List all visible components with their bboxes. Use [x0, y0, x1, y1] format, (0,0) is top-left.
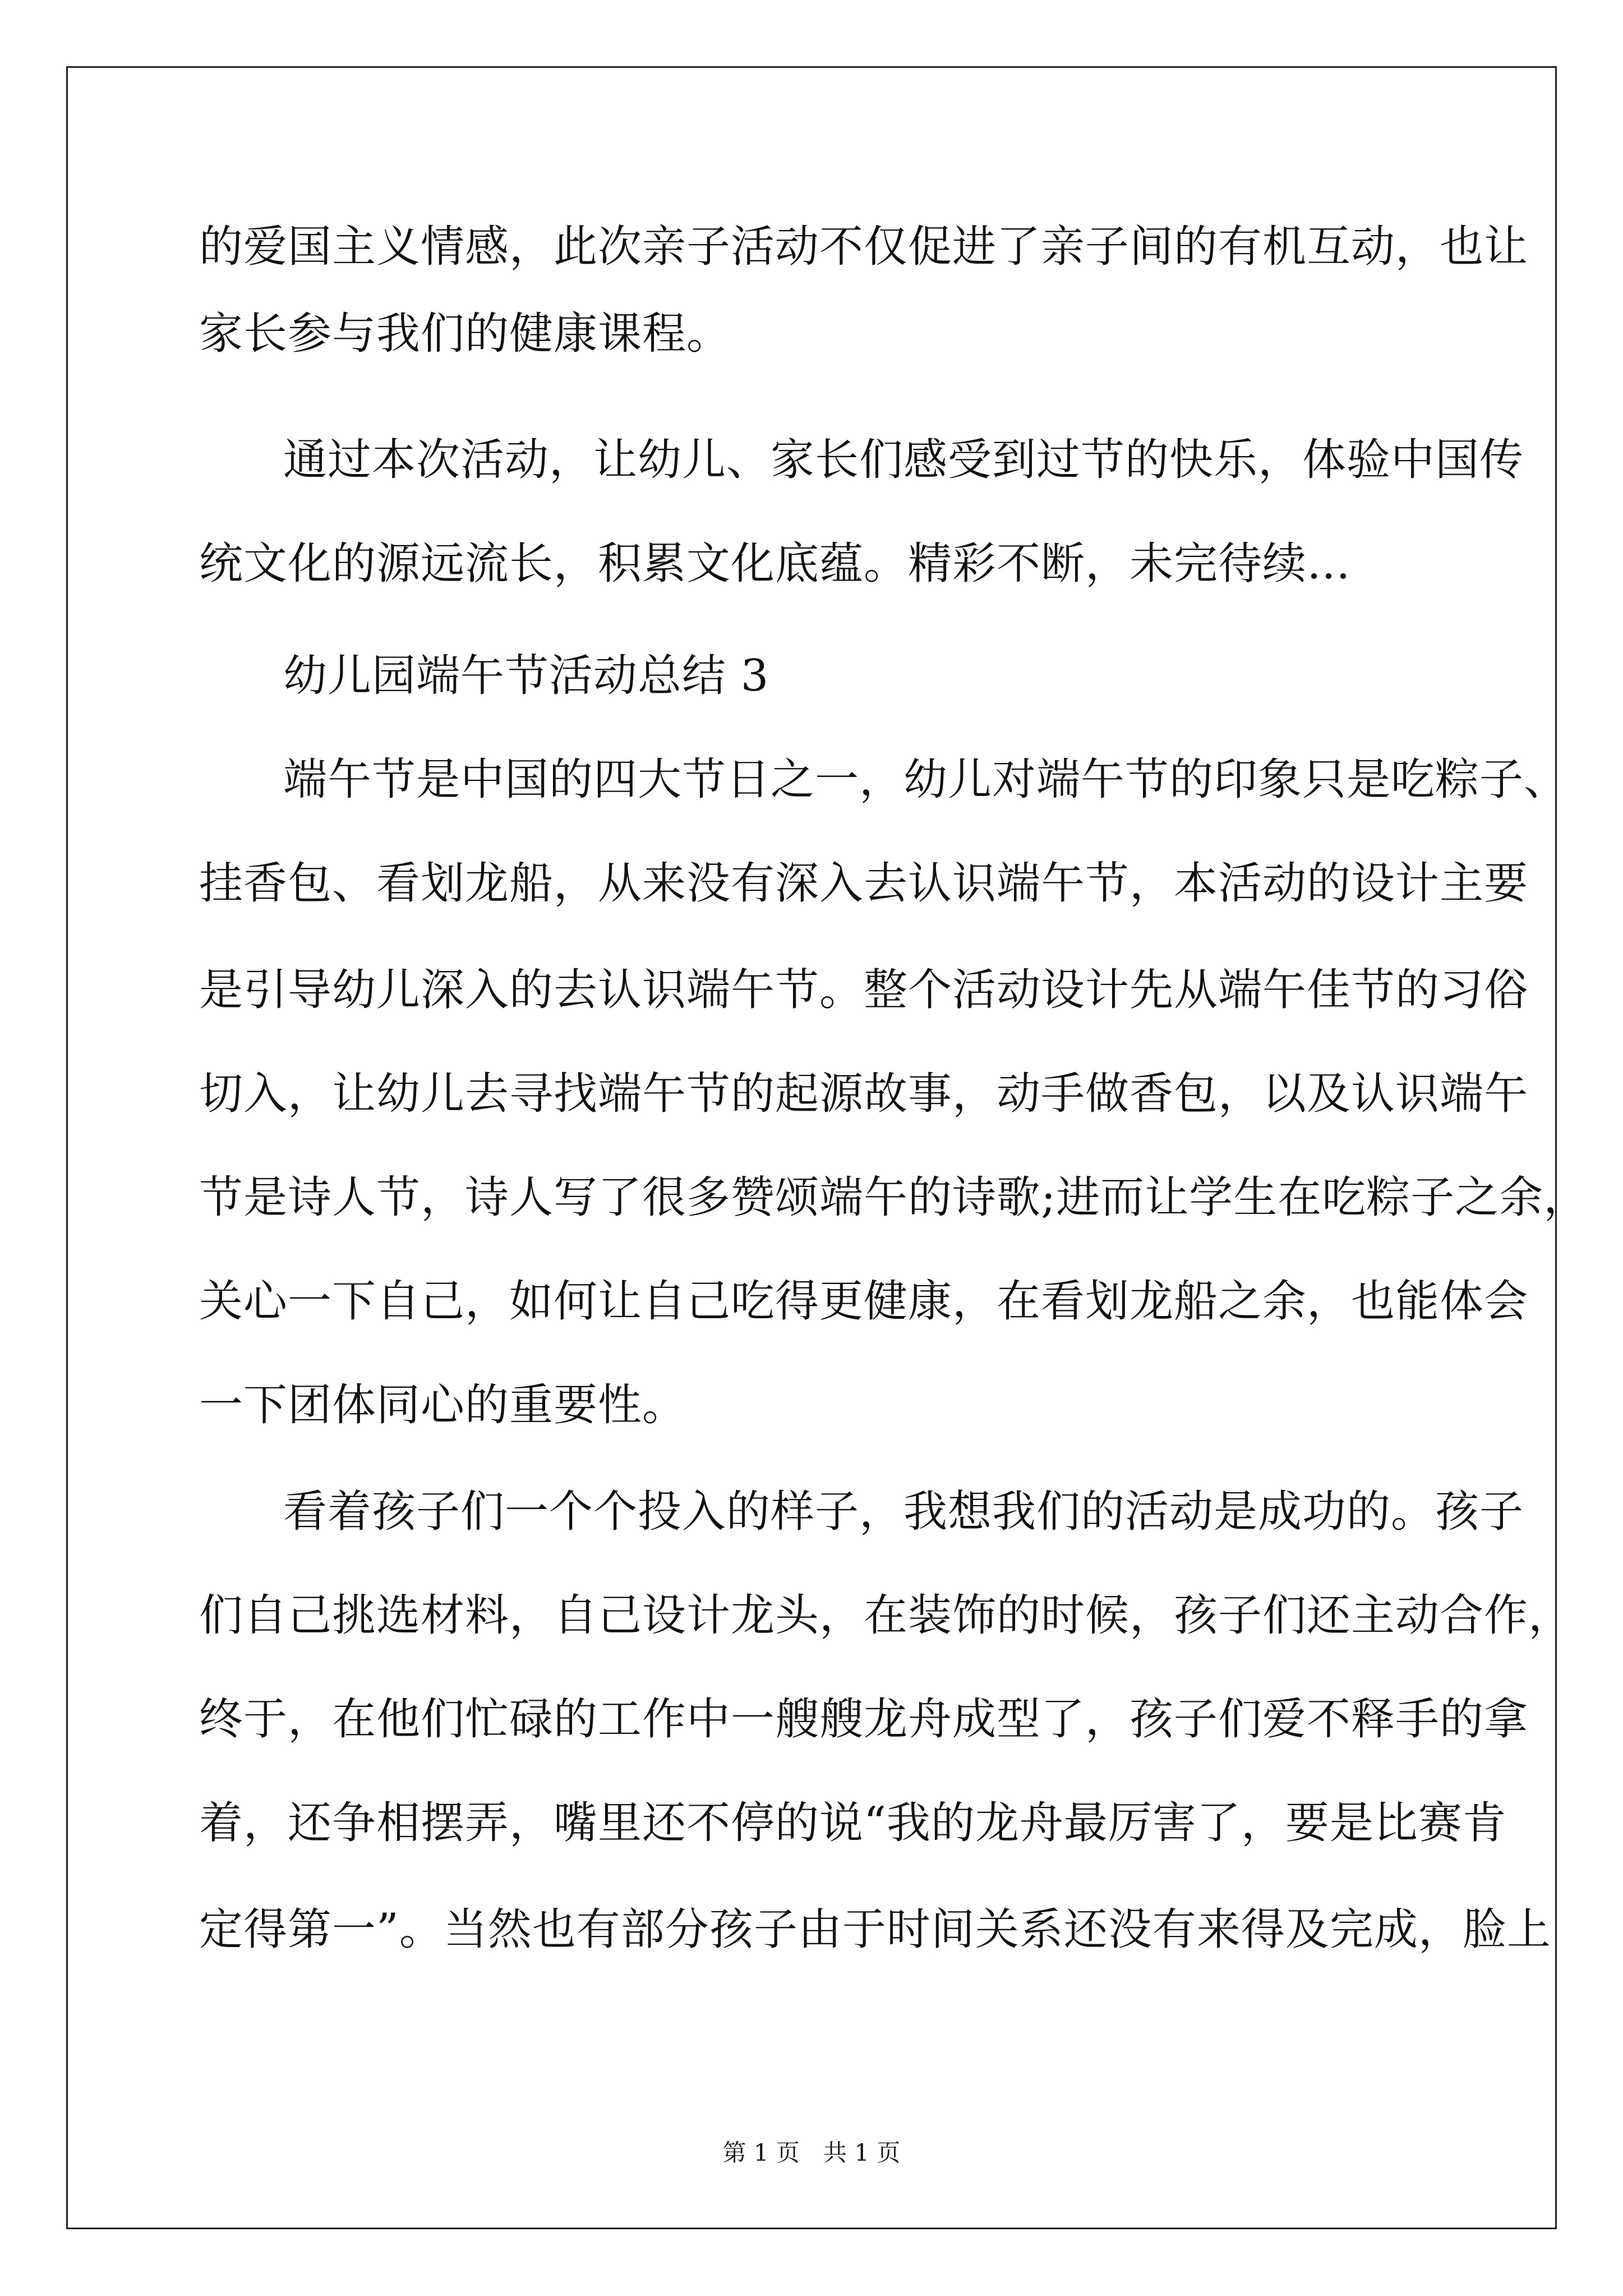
paragraph-start: 端午节是中国的四大节日之一，幼儿对端午节的印象只是吃粽子、	[283, 754, 1569, 805]
paragraph-start: 通过本次活动，让幼儿、家长们感受到过节的快乐，体验中国传	[283, 435, 1524, 485]
paragraph-start: 看着孩子们一个个投入的样子，我想我们的活动是成功的。孩子	[283, 1487, 1524, 1537]
section-heading: 幼儿园端午节活动总结 3	[283, 651, 769, 701]
page-number: 第 1 页 共 1 页	[722, 2139, 901, 2166]
text-line: 切入，让幼儿去寻找端午节的起源故事，动手做香包，以及认识端午	[199, 1069, 1529, 1119]
text-line: 挂香包、看划龙船，从来没有深入去认识端午节，本活动的设计主要	[199, 858, 1529, 909]
text-line: 着，还争相摆弄，嘴里还不停的说“我的龙舟最厉害了，要是比赛肯	[199, 1798, 1507, 1848]
text-line: 一下团体同心的重要性。	[199, 1380, 687, 1430]
text-line: 关心一下自己，如何让自己吃得更健康，在看划龙船之余，也能体会	[199, 1276, 1529, 1327]
text-line: 家长参与我们的健康课程。	[199, 309, 731, 359]
text-line: 节是诗人节，诗人写了很多赞颂端午的诗歌;进而让学生在吃粽子之余，	[199, 1172, 1588, 1223]
text-line: 们自己挑选材料，自己设计龙头，在装饰的时候，孩子们还主动合作，	[199, 1590, 1573, 1641]
text-line: 定得第一”。当然也有部分孩子由于时间关系还没有来得及完成，脸上	[199, 1904, 1551, 1955]
text-line: 统文化的源远流长，积累文化底蕴。精彩不断，未完待续…	[199, 539, 1352, 589]
text-line: 的爱国主义情感，此次亲子活动不仅促进了亲子间的有机互动，也让	[199, 222, 1529, 272]
text-line: 是引导幼儿深入的去认识端午节。整个活动设计先从端午佳节的习俗	[199, 965, 1529, 1015]
text-line: 终于，在他们忙碌的工作中一艘艘龙舟成型了，孩子们爱不释手的拿	[199, 1694, 1529, 1745]
